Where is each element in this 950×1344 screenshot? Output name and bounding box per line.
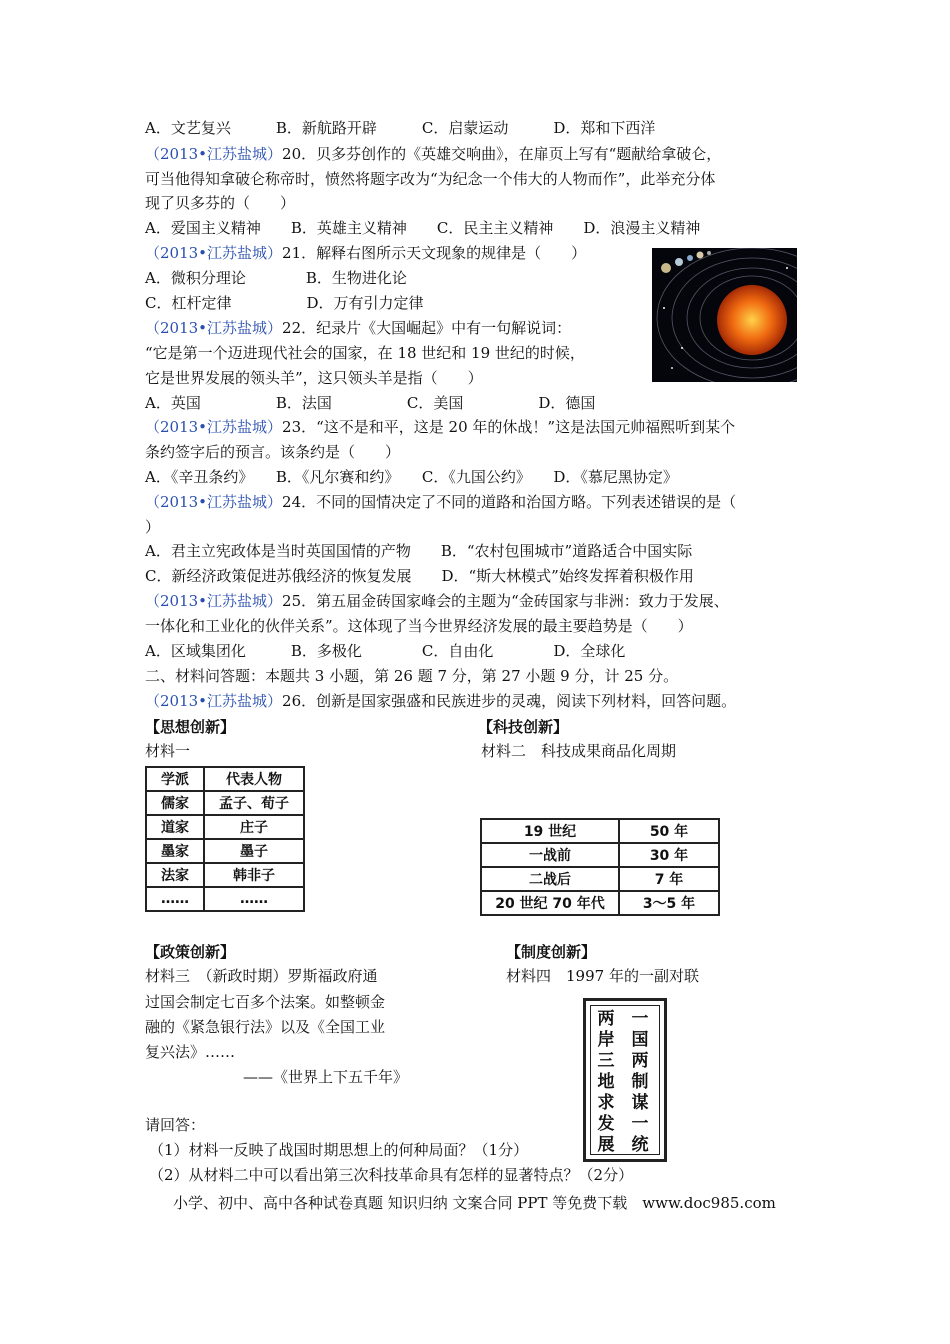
table-cell: 50 年 <box>619 819 719 843</box>
table-row <box>146 863 304 887</box>
q22-stem-line1: （2013•江苏盐城）22．纪录片《大国崛起》中有一句解说词： <box>145 319 572 337</box>
q24-stem-line2: ） <box>145 518 161 536</box>
q19-options: A．文艺复兴 B．新航路开辟 C．启蒙运动 D．郑和下西洋 <box>145 119 656 137</box>
q24-options-1: A．君主立宪政体是当时英国国情的产物 B．“农村包围城市”道路适合中国实际 <box>145 542 693 560</box>
solar-system-image <box>652 248 797 382</box>
heading-tech-innovation: 【科技创新】 <box>478 718 569 736</box>
q22-stem-line3: 它是世界发展的领头羊”，这只领头羊是指（ ） <box>145 369 483 387</box>
q20-stem-line3: 现了贝多芬的（ ） <box>145 194 296 212</box>
table-cell: 30 年 <box>619 843 719 867</box>
q26-stem: （2013•江苏盐城）26．创新是国家强盛和民族进步的灵魂，阅读下列材料，回答问题。 <box>145 692 737 710</box>
q20-options: A．爱国主义精神 B．英雄主义精神 C．民主主义精神 D．浪漫主义精神 <box>145 219 701 237</box>
table-cell: 庄子 <box>204 815 304 839</box>
q21-options-1: A．微积分理论 B．生物进化论 <box>145 269 407 287</box>
table-row <box>146 815 304 839</box>
table-header-row <box>146 767 304 791</box>
q23-stem-line1: （2013•江苏盐城）23．“这不是和平，这是 20 年的休战！”这是法国元帅福熙听到某个 <box>145 418 736 436</box>
footer-text: 小学、初中、高中各种试卷真题 知识归纳 文案合同 PPT 等免费下载 www.doc985.com <box>173 1194 776 1212</box>
material-3-line1: 材料三 （新政时期）罗斯福政府通 <box>145 967 378 985</box>
schools-table <box>145 766 305 912</box>
q22-source: （2013•江苏盐城） <box>145 319 283 337</box>
question-2: （2）从材料二中可以看出第三次科技革命具有怎样的显著特点？（2分） <box>149 1166 634 1184</box>
table-cell: 墨子 <box>204 839 304 863</box>
q22-stem-line2: “它是第一个迈进现代社会的国家，在 18 世纪和 19 世纪的时候， <box>145 344 585 362</box>
q26-source: （2013•江苏盐城） <box>145 692 283 710</box>
heading-policy-innovation: 【政策创新】 <box>145 943 236 961</box>
table-cell: 儒家 <box>146 791 204 815</box>
question-1: （1）材料一反映了战国时期思想上的何种局面？（1分） <box>149 1141 529 1159</box>
material-2-label: 材料二 科技成果商品化周期 <box>481 742 677 760</box>
table-row <box>481 819 719 843</box>
table-cell: 道家 <box>146 815 204 839</box>
table-cell: 法家 <box>146 863 204 887</box>
q23-options: A．《辛丑条约》 B．《凡尔赛和约》 C．《九国公约》 D．《慕尼黑协定》 <box>145 468 678 486</box>
q25-options: A．区域集团化 B．多极化 C．自由化 D．全球化 <box>145 642 626 660</box>
material-3-line2: 过国会制定七百多个法案。如整顿金 <box>145 993 386 1011</box>
table-cell: 学派 <box>146 767 204 791</box>
table-cell: 20 世纪 70 年代 <box>481 891 619 915</box>
heading-thought-innovation: 【思想创新】 <box>145 718 236 736</box>
q24-options-2: C．新经济政策促进苏俄经济的恢复发展 D．“斯大林模式”始终发挥着积极作用 <box>145 567 694 585</box>
material-3-source: ——《世界上下五千年》 <box>243 1068 409 1086</box>
table-row <box>481 867 719 891</box>
table-cell: 墨家 <box>146 839 204 863</box>
q22-options: A．英国 B．法国 C．美国 D．德国 <box>145 394 596 412</box>
q23-stem-line2: 条约签字后的预言。该条约是（ ） <box>145 443 401 461</box>
q24-source: （2013•江苏盐城） <box>145 493 283 511</box>
table-cell: 一战前 <box>481 843 619 867</box>
material-3-line4: 复兴法》…… <box>145 1043 236 1061</box>
q25-stem-line2: 一体化和工业化的伙伴关系”。这体现了当今世界经济发展的最主要趋势是（ ） <box>145 617 693 635</box>
couplet-second-line: 两 岸 三 地 求 发 展 <box>597 1009 615 1155</box>
table-cell: 二战后 <box>481 867 619 891</box>
commercialization-cycle-table <box>480 818 720 916</box>
table-row <box>481 843 719 867</box>
table-cell: 19 世纪 <box>481 819 619 843</box>
material-1-label: 材料一 <box>145 742 191 760</box>
table-cell: 3～5 年 <box>619 891 719 915</box>
table-row <box>146 791 304 815</box>
table-cell: 孟子、荀子 <box>204 791 304 815</box>
q21-options-2: C．杠杆定律 D．万有引力定律 <box>145 294 424 312</box>
table-cell: …… <box>204 887 304 911</box>
q24-stem-line1: （2013•江苏盐城）24．不同的国情决定了不同的道路和治国方略。下列表述错误的是（ <box>145 493 737 511</box>
table-cell: 代表人物 <box>204 767 304 791</box>
couplet-first-line: 一 国 两 制 谋 一 统 <box>631 1009 649 1155</box>
q25-source: （2013•江苏盐城） <box>145 592 283 610</box>
table-cell: 7 年 <box>619 867 719 891</box>
q20-source: （2013•江苏盐城） <box>145 145 283 163</box>
q21-source: （2013•江苏盐城） <box>145 244 283 262</box>
q20-stem-line2: 可当他得知拿破仑称帝时，愤然将题字改为“为纪念一个伟大的人物而作”，此举充分体 <box>145 170 716 188</box>
table-cell: 韩非子 <box>204 863 304 887</box>
table-cell: …… <box>146 887 204 911</box>
couplet-box <box>583 998 667 1162</box>
q23-source: （2013•江苏盐城） <box>145 418 283 436</box>
material-4-label: 材料四 1997 年的一副对联 <box>506 967 699 985</box>
section-2-title: 二、材料问答题：本题共 3 小题，第 26 题 7 分，第 27 小题 9 分，计 25 分。 <box>145 667 679 685</box>
q21-stem: （2013•江苏盐城）21．解释右图所示天文现象的规律是（ ） <box>145 244 587 262</box>
table-row <box>146 839 304 863</box>
heading-system-innovation: 【制度创新】 <box>506 943 597 961</box>
table-row <box>481 891 719 915</box>
answer-prompt: 请回答： <box>145 1116 206 1134</box>
q20-stem-line1: （2013•江苏盐城）20．贝多芬创作的《英雄交响曲》，在扉页上写有“题献给拿破仑， <box>145 145 722 163</box>
q25-stem-line1: （2013•江苏盐城）25．第五届金砖国家峰会的主题为“金砖国家与非洲：致力于发展、 <box>145 592 729 610</box>
table-row <box>146 887 304 911</box>
material-3-line3: 融的《紧急银行法》以及《全国工业 <box>145 1018 386 1036</box>
